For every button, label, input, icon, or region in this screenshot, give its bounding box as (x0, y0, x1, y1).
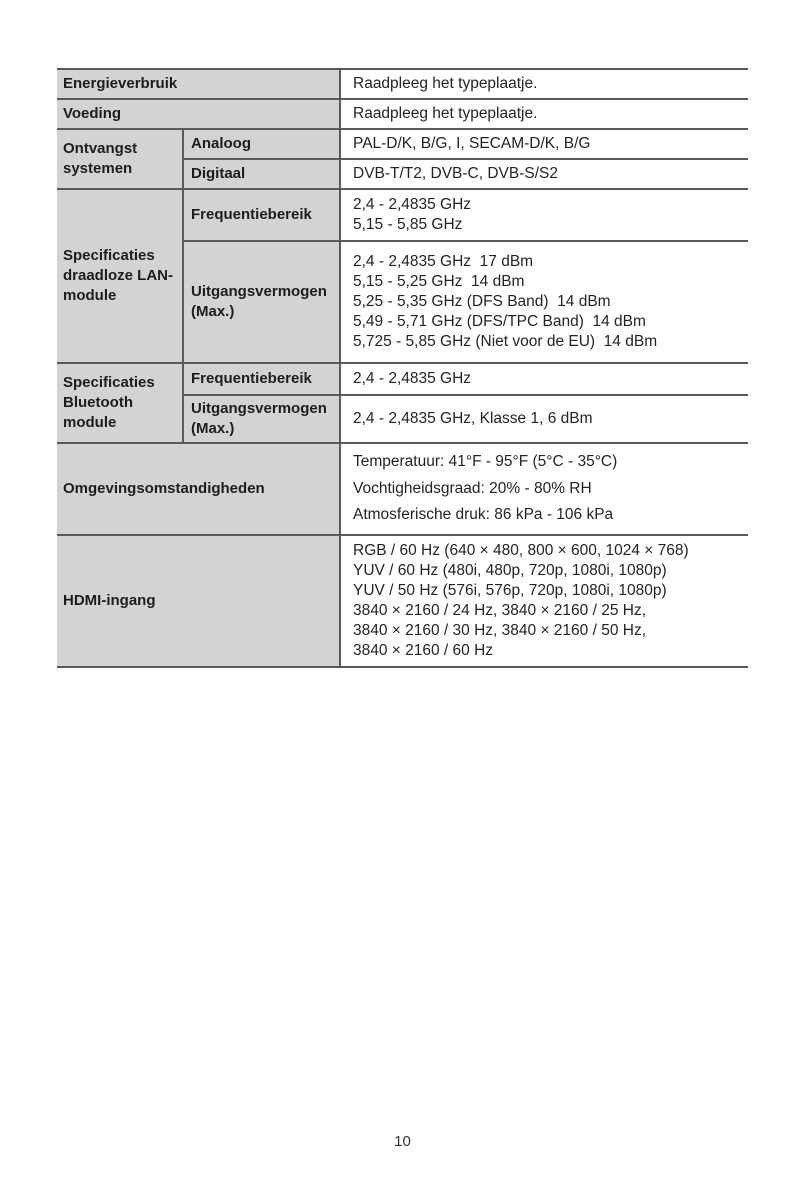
value-bluetooth-frequentiebereik (340, 363, 748, 395)
value-line: 2,4 - 2,4835 GHz, Klasse 1, 6 dBm (353, 410, 593, 427)
value-line: 5,15 - 5,25 GHz 14 dBm (353, 273, 525, 290)
value-line: 5,25 - 5,35 GHz (DFS Band) 14 dBm (353, 293, 611, 310)
table-row-bluetooth-frequentiebereik (57, 363, 748, 395)
value-digitaal: DVB-T/T2, DVB-C, DVB-S/S2 (340, 159, 748, 189)
row-label-energieverbruik: Energieverbruik (57, 69, 340, 99)
value-line: YUV / 60 Hz (480i, 480p, 720p, 1080i, 1080p) (353, 561, 667, 579)
table-row-voeding (57, 99, 748, 129)
value-line: Vochtigheidsgraad: 20% - 80% RH (353, 479, 592, 497)
sub-label-wifi-frequentiebereik: Frequentiebereik (183, 189, 340, 241)
page-number: 10 (394, 1133, 411, 1150)
sub-label-bluetooth-frequentiebereik: Frequentiebereik (183, 363, 340, 395)
value-line: Temperatuur: 41°F - 95°F (5°C - 35°C) (353, 453, 618, 470)
sub-label-wifi-uitgangsvermogen: Uitgangsvermogen (Max.) (183, 241, 340, 363)
value-line: 5,725 - 5,85 GHz (Niet voor de EU) 14 dBm (353, 333, 658, 350)
sub-label-bluetooth-uitgangsvermogen: Uitgangsvermogen (Max.) (183, 395, 340, 443)
value-line: 2,4 - 2,4835 GHz 17 dBm (353, 253, 534, 270)
table-row-hdmi-ingang (57, 535, 748, 667)
value-hdmi-ingang (340, 535, 748, 667)
table-row-energieverbruik (57, 69, 748, 99)
table-row-wifi-frequentiebereik (57, 189, 748, 241)
value-line: 3840 × 2160 / 30 Hz, 3840 × 2160 / 50 Hz, (353, 621, 646, 639)
value-line: 5,49 - 5,71 GHz (DFS/TPC Band) 14 dBm (353, 313, 646, 330)
value-line: 3840 × 2160 / 24 Hz, 3840 × 2160 / 25 Hz, (353, 601, 646, 619)
value-line: RGB / 60 Hz (640 × 480, 800 × 600, 1024 × 768) (353, 541, 689, 559)
value-line: YUV / 50 Hz (576i, 576p, 720p, 1080i, 1080p) (353, 581, 667, 599)
row-label-wifi-module: Specificaties draadloze LAN-module (57, 189, 183, 363)
value-line: 3840 × 2160 / 60 Hz (353, 641, 494, 659)
value-omgevingsomstandigheden (340, 443, 748, 535)
table-row-omgevingsomstandigheden (57, 443, 748, 535)
value-line: Atmosferische druk: 86 kPa - 106 kPa (353, 506, 614, 523)
value-line: 2,4 - 2,4835 GHz (353, 196, 472, 213)
specifications-table (57, 68, 748, 668)
row-label-bluetooth-module: Specificaties Bluetooth module (57, 363, 183, 443)
value-wifi-frequentiebereik (340, 189, 748, 241)
row-label-omgevingsomstandigheden: Omgevingsomstandigheden (57, 443, 340, 535)
row-label-ontvangst-systemen: Ontvangst systemen (57, 129, 183, 189)
value-analoog: PAL-D/K, B/G, I, SECAM-D/K, B/G (340, 129, 748, 159)
sub-label-digitaal: Digitaal (183, 159, 340, 189)
value-line: 2,4 - 2,4835 GHz (353, 370, 472, 387)
value-energieverbruik: Raadpleeg het typeplaatje. (340, 69, 748, 99)
table-row-ontvangst-analoog (57, 129, 748, 159)
value-voeding: Raadpleeg het typeplaatje. (340, 99, 748, 129)
value-line: 5,15 - 5,85 GHz (353, 216, 463, 233)
row-label-voeding: Voeding (57, 99, 340, 129)
row-label-hdmi-ingang: HDMI-ingang (57, 535, 340, 667)
value-bluetooth-uitgangsvermogen (340, 395, 748, 443)
sub-label-analoog: Analoog (183, 129, 340, 159)
value-wifi-uitgangsvermogen (340, 241, 748, 363)
